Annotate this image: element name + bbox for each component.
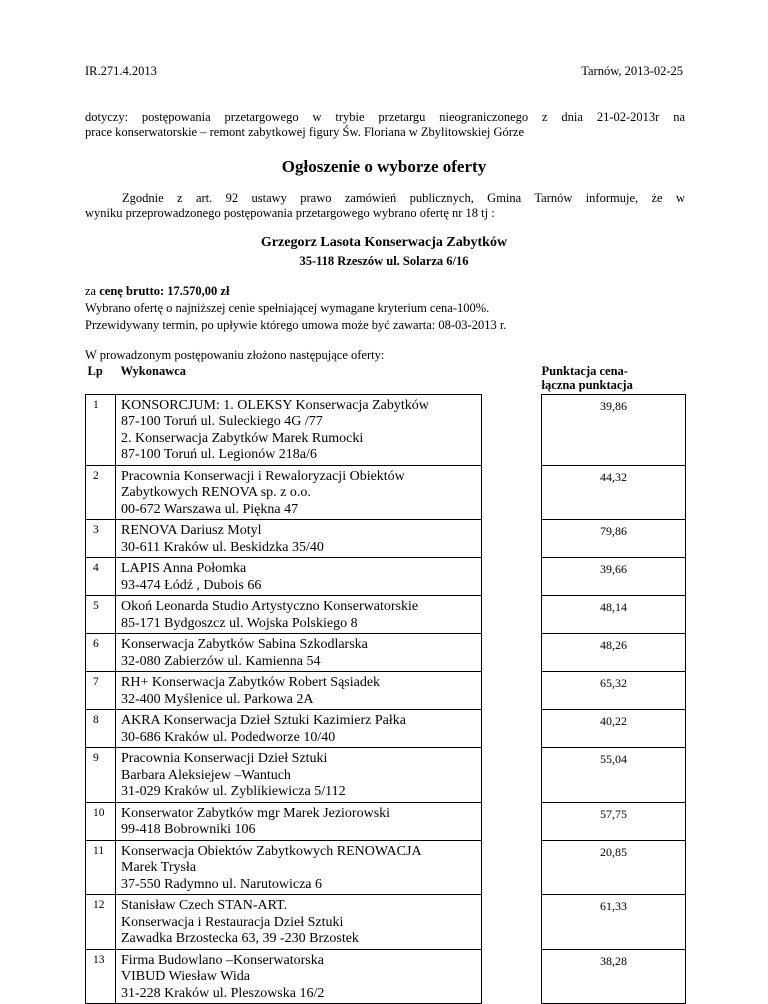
row-spacer [482, 802, 542, 840]
table-row [86, 558, 686, 596]
row-spacer [482, 465, 542, 520]
row-spacer [482, 394, 542, 465]
bidder-line: 93-474 Łódź , Dubois 66 [121, 577, 262, 593]
winner-name: Grzegorz Lasota Konserwacja Zabytków [260, 235, 508, 250]
bidder-line: Okoń Leonarda Studio Artystyczno Konserwatorskie [121, 599, 419, 614]
bidder-cell [116, 748, 482, 803]
table-header-row [86, 364, 686, 394]
subject-line-2: prace konserwatorskie – remont zabytkowej figury Św. Floriana w Zbylitowskiej Górze [85, 125, 525, 139]
bidder-cell [116, 840, 482, 895]
row-spacer [482, 895, 542, 950]
bidder-line: 31-029 Kraków ul. Zyblikiewicza 5/112 [121, 784, 346, 799]
reference-number: IR.271.4.2013 [85, 64, 157, 78]
table-row [86, 520, 686, 558]
score-cell: 44,32 [542, 465, 686, 520]
bidder-line: 32-400 Myślenice ul. Parkowa 2A [121, 691, 314, 707]
bidder-line: 31-228 Kraków ul. Pleszowska 16/2 [121, 985, 325, 1001]
offers-intro: W prowadzonym postępowaniu złożono następujące oferty: [85, 348, 385, 362]
price-value: cenę brutto: 17.570,00 zł [99, 284, 230, 298]
bidder-line: RENOVA Dariusz Motyl [121, 523, 262, 538]
row-spacer [482, 634, 542, 672]
bidder-line: AKRA Konserwacja Dzieł Sztuki Kazimierz Pałka [121, 713, 406, 728]
table-row [86, 672, 686, 710]
bidder-cell [116, 394, 482, 465]
row-spacer [482, 949, 542, 1004]
header-spacer [482, 364, 542, 394]
row-number: 5 [86, 596, 116, 634]
table-row [86, 394, 686, 465]
header-lp: Lp [87, 364, 103, 378]
row-number: 2 [86, 465, 116, 520]
row-spacer [482, 558, 542, 596]
bidder-line: RH+ Konserwacja Zabytków Robert Sąsiadek [121, 675, 381, 690]
bidder-line: 30-611 Kraków ul. Beskidzka 35/40 [121, 539, 324, 555]
row-spacer [482, 840, 542, 895]
bidder-line: 99-418 Bobrowniki 106 [121, 822, 256, 837]
bidder-line: 37-550 Radymno ul. Narutowicza 6 [121, 876, 323, 892]
bidder-line: Zawadka Brzostecka 63, 39 -230 Brzostek [121, 931, 359, 946]
row-spacer [482, 710, 542, 748]
intro-paragraph [85, 191, 685, 221]
intro-line-1: Zgodnie z art. 92 ustawy prawo zamówień publicznych, Gmina Tarnów informuje, że w [122, 191, 685, 205]
bidder-line: Konserwacja Zabytków Sabina Szkodlarska [121, 637, 368, 652]
score-cell: 61,33 [542, 895, 686, 950]
bidder-cell [116, 672, 482, 710]
score-cell: 65,32 [542, 672, 686, 710]
row-number: 1 [86, 394, 116, 465]
bidder-cell [116, 710, 482, 748]
score-cell: 48,14 [542, 596, 686, 634]
row-number: 9 [86, 748, 116, 803]
bidder-cell [116, 558, 482, 596]
bidder-line: Konserwacja Obiektów Zabytkowych RENOWACJA [121, 843, 422, 859]
table-row [86, 596, 686, 634]
table-row [86, 465, 686, 520]
row-number: 6 [86, 634, 116, 672]
bidder-line: 32-080 Zabierzów ul. Kamienna 54 [121, 653, 321, 669]
score-cell: 38,28 [542, 949, 686, 1004]
row-number: 4 [86, 558, 116, 596]
bidder-line: Konserwacja i Restauracja Dzieł Sztuki [121, 914, 344, 930]
header-score-line-1: Punktacja cena- [541, 364, 628, 378]
row-spacer [482, 520, 542, 558]
score-cell: 40,22 [542, 710, 686, 748]
place-date: Tarnów, 2013-02-25 [581, 64, 683, 78]
criteria-line: Wybrano ofertę o najniższej cenie spełniającej wymagane kryterium cena-100%. [85, 301, 490, 315]
table-row [86, 634, 686, 672]
table-row [86, 840, 686, 895]
bidder-cell [116, 802, 482, 840]
offers-table-body [86, 394, 686, 1004]
table-row [86, 895, 686, 950]
bidder-cell [116, 895, 482, 950]
bidder-line: 00-672 Warszawa ul. Piękna 47 [121, 501, 299, 517]
bidder-cell [116, 465, 482, 520]
contract-term-line: Przewidywany termin, po upływie którego umowa może być zawarta: 08-03-2013 r. [85, 318, 507, 332]
bidder-line: 2. Konserwacja Zabytków Marek Rumocki [121, 430, 364, 446]
score-cell: 39,66 [542, 558, 686, 596]
bidder-line: Barbara Aleksiejew –Wantuch [121, 767, 291, 783]
row-number: 7 [86, 672, 116, 710]
bidder-line: 85-171 Bydgoszcz ul. Wojska Polskiego 8 [121, 615, 358, 631]
bidder-cell [116, 949, 482, 1004]
table-row [86, 748, 686, 803]
bidder-line: Zabytkowych RENOVA sp. z o.o. [121, 485, 311, 500]
bidder-line: Marek Trysła [121, 860, 197, 875]
winner-address: 35-118 Rzeszów ul. Solarza 6/16 [299, 254, 469, 268]
row-number: 8 [86, 710, 116, 748]
row-number: 13 [86, 949, 116, 1004]
row-number: 3 [86, 520, 116, 558]
price-prefix: za [85, 284, 100, 298]
bidder-line: Stanisław Czech STAN-ART. [121, 898, 288, 913]
score-cell: 55,04 [542, 748, 686, 803]
bidder-line: LAPIS Anna Połomka [121, 561, 247, 576]
row-spacer [482, 748, 542, 803]
page-title: Ogłoszenie o wyborze oferty [281, 157, 487, 176]
bidder-line: 87-100 Toruń ul. Legionów 218a/6 [121, 447, 317, 462]
score-cell: 39,86 [542, 394, 686, 465]
price-line [85, 284, 229, 299]
score-cell: 79,86 [542, 520, 686, 558]
bidder-line: Pracownia Konserwacji i Rewaloryzacji Obiektów [121, 468, 405, 484]
offers-table [85, 364, 686, 1004]
row-number: 10 [86, 802, 116, 840]
row-number: 11 [86, 840, 116, 895]
bidder-line: 30-686 Kraków ul. Podedworze 10/40 [121, 729, 336, 745]
table-row [86, 710, 686, 748]
row-number: 12 [86, 895, 116, 950]
subject-paragraph [85, 110, 685, 140]
bidder-line: VIBUD Wiesław Wida [121, 969, 251, 984]
bidder-cell [116, 596, 482, 634]
intro-line-2: wyniku przeprowadzonego postępowania przetargowego wybrano ofertę nr 18 tj : [85, 206, 495, 220]
row-spacer [482, 596, 542, 634]
header-score [542, 364, 686, 394]
bidder-cell [116, 520, 482, 558]
score-cell: 20,85 [542, 840, 686, 895]
bidder-line: Pracownia Konserwacji Dzieł Sztuki [121, 751, 328, 766]
subject-line-1: dotyczy: postępowania przetargowego w trybie przetargu nieograniczonego z dnia 21-02-2013r na [85, 110, 685, 124]
score-cell: 57,75 [542, 802, 686, 840]
bidder-line: KONSORCJUM: 1. OLEKSY Konserwacja Zabytków [121, 397, 429, 413]
table-row [86, 949, 686, 1004]
bidder-cell [116, 634, 482, 672]
table-row [86, 802, 686, 840]
score-cell: 48,26 [542, 634, 686, 672]
header-score-line-2: łączna punktacja [541, 378, 633, 392]
bidder-line: Firma Budowlano –Konserwatorska [121, 952, 324, 968]
header-bidder: Wykonawca [120, 364, 187, 378]
row-spacer [482, 672, 542, 710]
bidder-line: 87-100 Toruń ul. Suleckiego 4G /77 [121, 414, 323, 429]
bidder-line: Konserwator Zabytków mgr Marek Jeziorowski [121, 805, 391, 821]
